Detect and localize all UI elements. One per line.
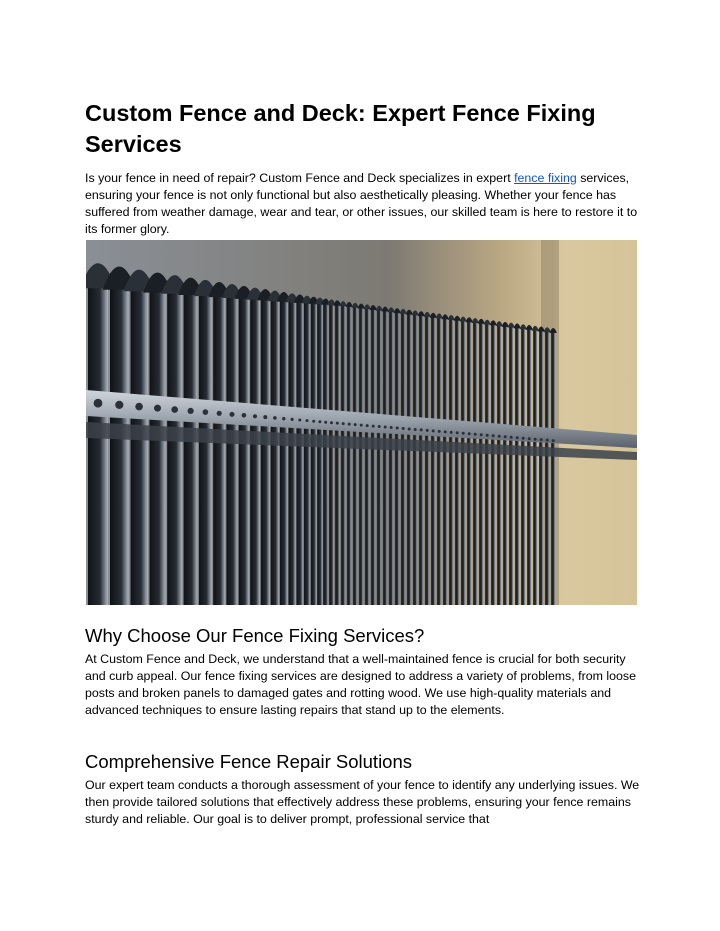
section-heading-why-choose: Why Choose Our Fence Fixing Services? — [85, 625, 425, 646]
fence-bar — [304, 298, 310, 605]
fence-bar — [271, 294, 279, 605]
rail-rivet — [504, 435, 507, 438]
rail-rivet — [456, 431, 459, 434]
rail-rivet — [510, 436, 513, 439]
rail-rivet — [242, 413, 247, 418]
rail-rivet — [336, 422, 339, 425]
fence-bar — [443, 316, 447, 605]
rail-rivet — [438, 430, 441, 433]
rail-rivet — [348, 423, 351, 426]
fence-bar — [503, 323, 507, 605]
wall-pillar — [556, 240, 637, 605]
fence-bar — [389, 309, 393, 605]
fence-bar — [419, 313, 423, 606]
fence-bar — [425, 313, 429, 605]
rail-rivet — [298, 419, 301, 422]
rail-rivet — [480, 433, 483, 436]
section-body-why-choose: At Custom Fence and Deck, we understand that a well-maintained fence is crucial for both security and curb appeal. Our fence fixing services are designed to address a variety of problems, from loose posts and broken panels to damaged gates and rotting wood. We use high-quality materials and advanced techniques to ensure lasting repairs that stand up to the elements. — [85, 652, 636, 717]
fence-bar — [150, 278, 166, 605]
fence-bar — [371, 306, 375, 605]
intro-text-start: Is your fence in need of repair? Custom Fence and Deck specializes in expert — [85, 171, 515, 185]
fence-bar — [280, 295, 288, 605]
fence-bar — [533, 327, 537, 605]
fence-bar — [199, 284, 212, 605]
fence-bar — [491, 322, 495, 605]
rail-rivet — [318, 420, 321, 423]
fence-photo — [86, 240, 637, 605]
rail-rivet — [408, 428, 411, 431]
rail-rivet — [94, 399, 103, 408]
fence-bar — [250, 291, 260, 605]
fence-bar — [401, 310, 405, 605]
fence-bar — [167, 280, 182, 605]
fence-bar — [509, 324, 513, 605]
fence-bar — [261, 292, 270, 605]
rail-rivet — [450, 431, 453, 434]
section-body-repair-solutions: Our expert team conducts a thorough assessment of your fence to identify any underlying issues. We then provide tailored solutions that effectively address these problems, ensuring your fence remains sturdy and reliable. Our goal is to deliver prompt, professional service that — [85, 778, 640, 826]
fence-bar — [551, 329, 555, 605]
rail-rivet — [426, 429, 429, 432]
rail-rivet — [468, 432, 471, 435]
fence-bar — [473, 319, 477, 605]
fence-fixing-link[interactable]: fence fixing — [514, 171, 577, 185]
rail-rivet — [516, 436, 519, 439]
fence-bar — [437, 315, 441, 605]
rail-rivet — [444, 430, 447, 433]
rail-rivet — [486, 434, 489, 437]
rail-rivet — [474, 433, 477, 436]
fence-bar — [467, 319, 471, 605]
fence-bar — [383, 308, 387, 605]
rail-rivet — [291, 418, 294, 421]
rail-rivet — [522, 437, 525, 440]
rail-rivet — [342, 422, 345, 425]
fence-bar — [431, 314, 435, 605]
rail-rivet — [171, 406, 178, 413]
rail-rivet — [462, 432, 465, 435]
fence-bar — [226, 288, 237, 605]
rail-rivet — [366, 424, 369, 427]
rail-rivet — [372, 425, 375, 428]
fence-bar — [545, 329, 549, 605]
fence-bar — [359, 305, 363, 605]
rail-rivet — [306, 419, 309, 422]
rail-rivet — [273, 416, 277, 420]
rail-rivet — [253, 414, 257, 418]
rail-rivet — [402, 427, 405, 430]
fence-bar — [239, 290, 249, 606]
fence-bar — [395, 310, 399, 606]
fence-bar — [347, 303, 351, 605]
rail-rivet — [203, 409, 209, 415]
section-heading-repair-solutions: Comprehensive Fence Repair Solutions — [85, 751, 413, 772]
fence-bar — [527, 326, 531, 605]
fence-bar — [329, 301, 334, 605]
fence-bar — [297, 297, 304, 605]
intro-paragraph — [85, 170, 645, 238]
rail-rivet — [414, 428, 417, 431]
fence-bar — [479, 320, 483, 605]
rail-rivet — [432, 429, 435, 432]
rail-rivet — [115, 401, 123, 409]
rail-rivet — [188, 408, 194, 414]
page-title: Custom Fence and Deck: Expert Fence Fixing Services — [85, 100, 596, 157]
rail-rivet — [546, 439, 549, 442]
fence-bar — [461, 318, 465, 605]
rail-rivet — [263, 415, 267, 419]
fence-bar — [515, 325, 519, 605]
fence-bar — [317, 300, 322, 606]
fence-bar — [289, 296, 296, 605]
wrought-iron-fence-image — [86, 240, 637, 605]
rail-rivet — [360, 424, 363, 427]
fence-bar — [353, 304, 357, 605]
rail-rivet — [498, 435, 501, 438]
rail-rivet — [330, 421, 333, 424]
rail-rivet — [534, 438, 537, 441]
rail-rivet — [378, 425, 381, 428]
rail-rivet — [528, 437, 531, 440]
fence-bar — [323, 300, 328, 605]
rail-rivet — [217, 411, 222, 416]
rail-rivet — [230, 412, 235, 417]
rail-rivet — [312, 420, 315, 423]
rail-rivet — [324, 421, 327, 424]
rail-rivet — [390, 426, 393, 429]
rail-rivet — [396, 427, 399, 430]
fence-bar — [497, 323, 501, 606]
fence-bar — [341, 303, 345, 605]
fence-bar — [413, 312, 417, 605]
fence-bar — [213, 286, 225, 605]
fence-bar — [311, 299, 317, 605]
fence-bar — [521, 326, 525, 605]
fence-bar — [449, 316, 453, 605]
rail-rivet — [540, 438, 543, 441]
rail-rivet — [492, 434, 495, 437]
intro-text-end: services, ensuring your fence is not only functional but also aesthetically pleasing. Whether your fence has suffered from weather damage, wear and tear, or other issues, our skilled team is here to restore it to its former glory. — [85, 171, 638, 236]
fence-bar — [485, 321, 489, 605]
fence-bar — [539, 328, 543, 605]
fence-bar — [377, 307, 381, 605]
rail-rivet — [384, 426, 387, 429]
rail-rivet — [354, 423, 357, 426]
rail-rivet — [154, 405, 161, 412]
wall-shadow — [541, 240, 559, 605]
rail-rivet — [282, 417, 285, 420]
fence-bar — [407, 311, 411, 605]
rail-rivet — [420, 428, 423, 431]
fence-bar — [365, 306, 369, 605]
fence-bar — [455, 317, 459, 605]
fence-bar — [335, 302, 339, 605]
rail-rivet — [552, 439, 555, 442]
fence-bar — [184, 283, 198, 606]
rail-rivet — [135, 403, 143, 411]
